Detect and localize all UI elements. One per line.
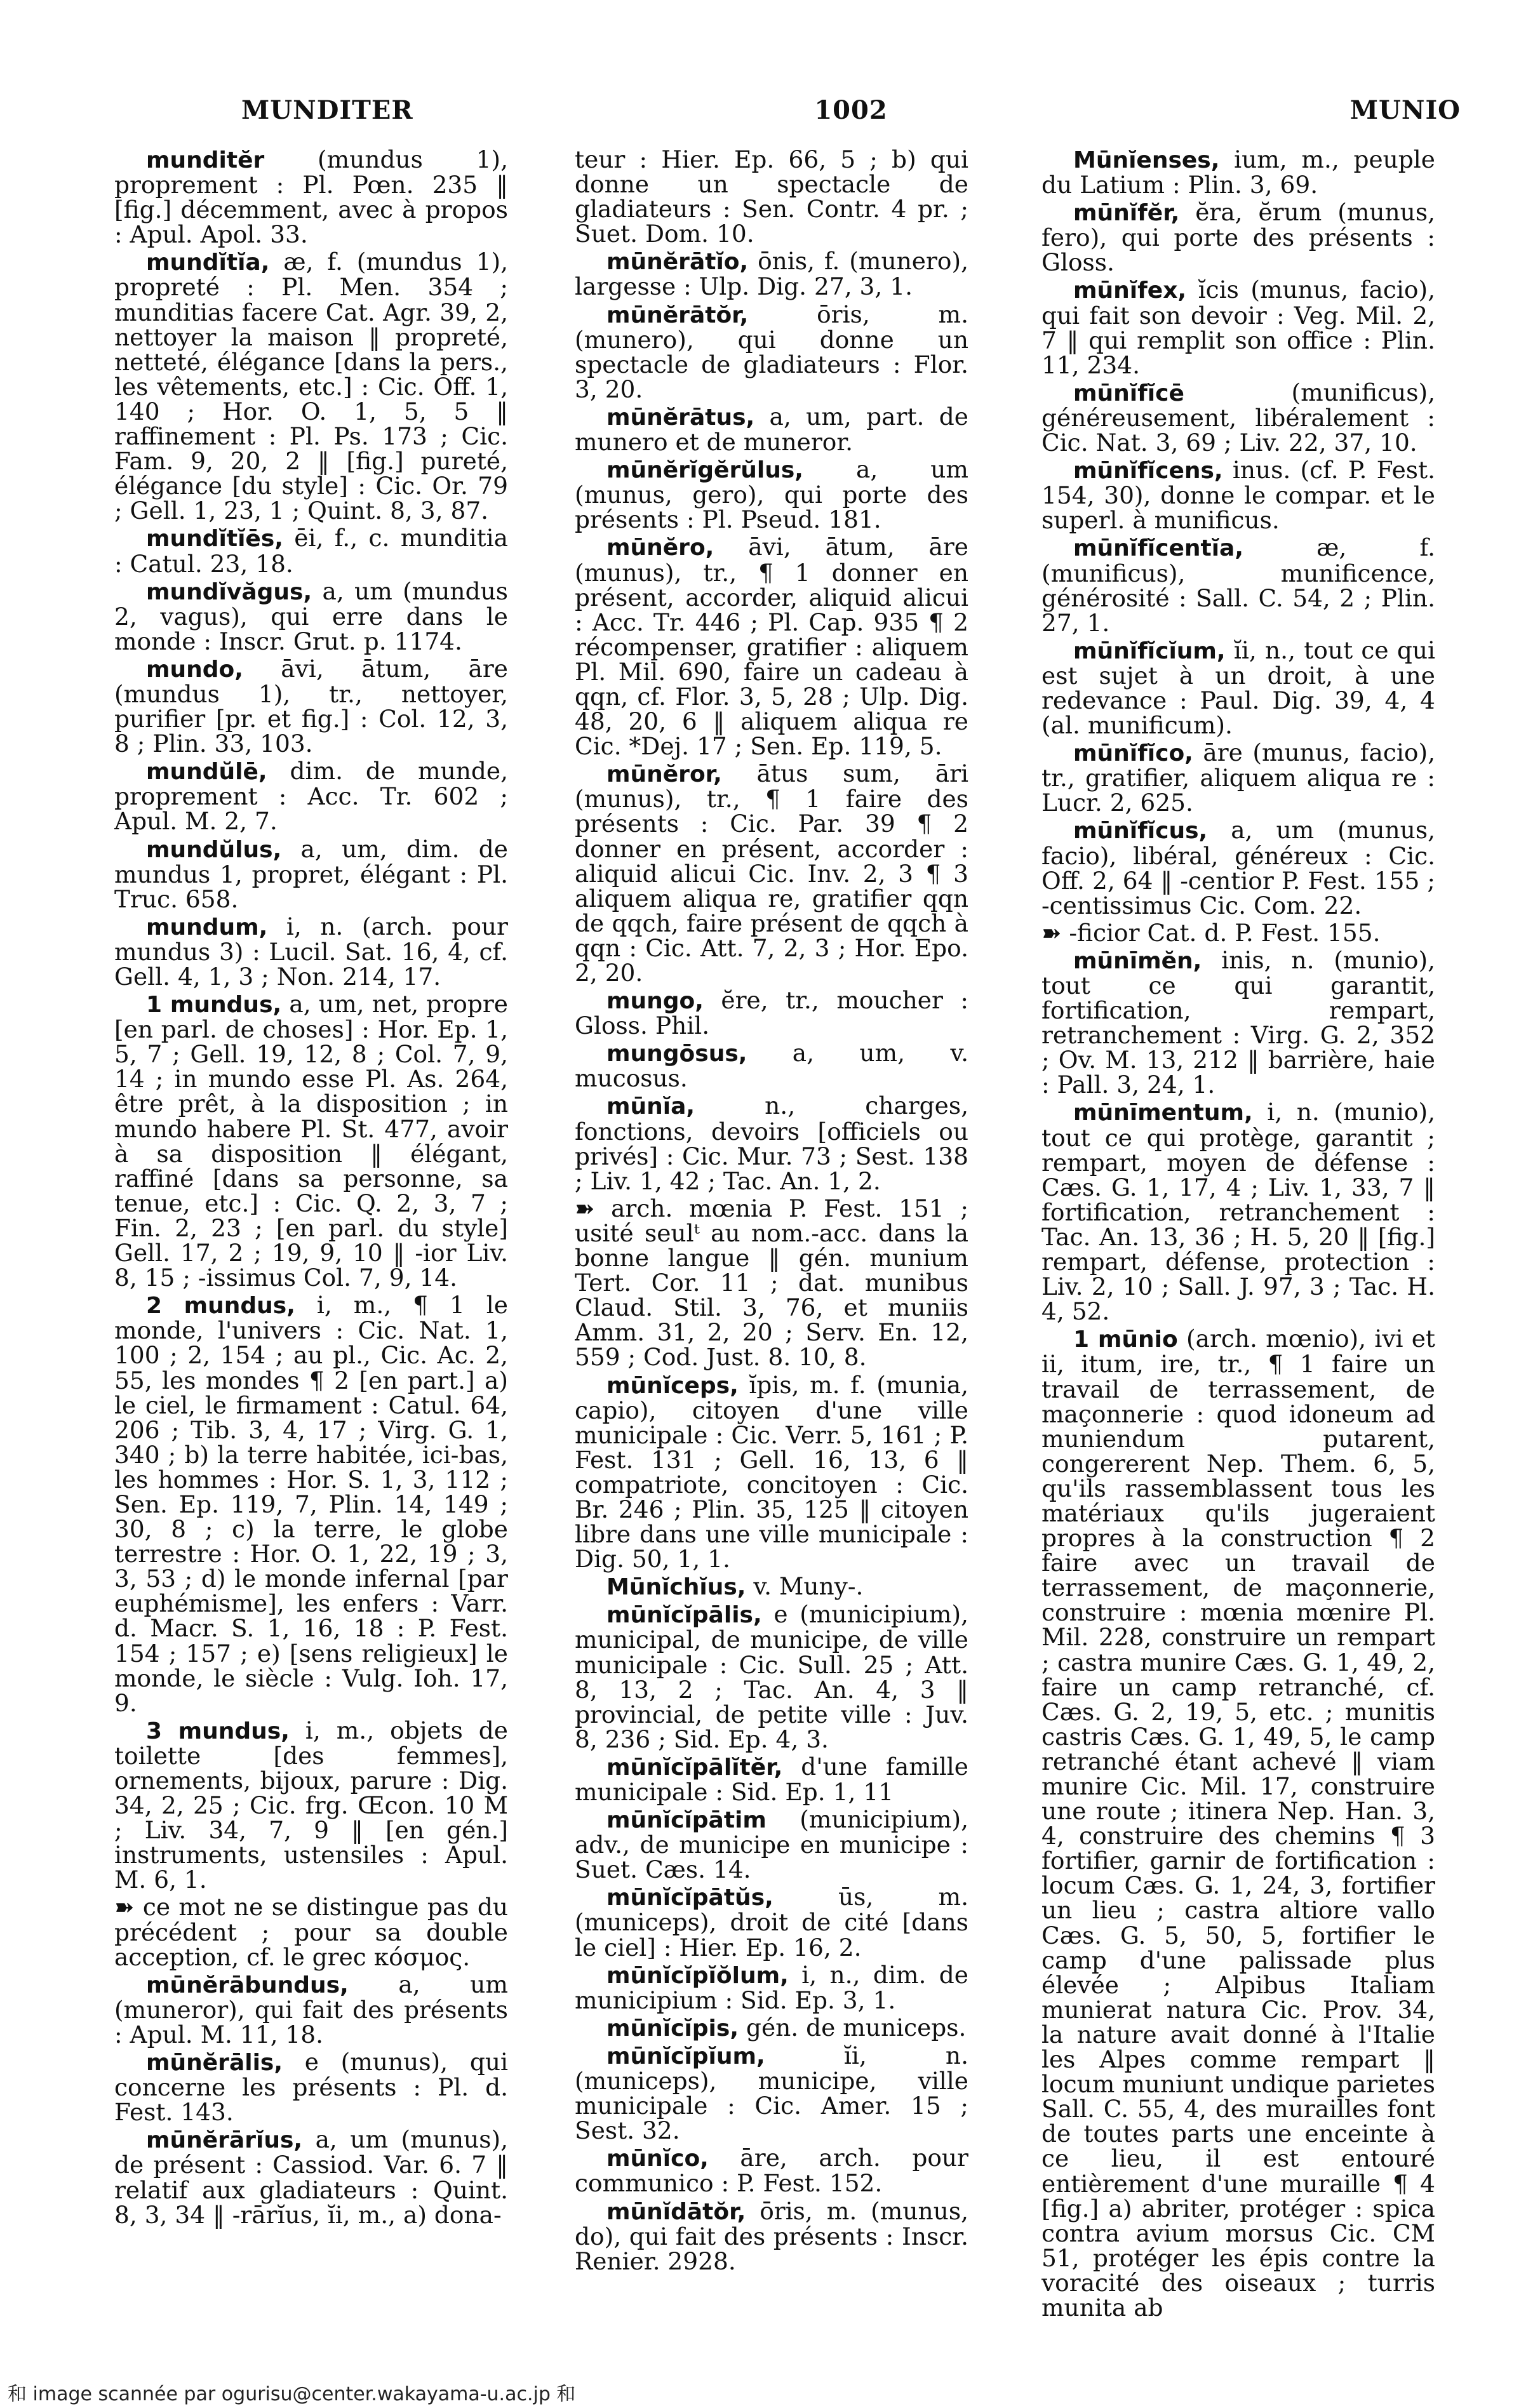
entry-headword: mūnĭfĭcens, xyxy=(1073,458,1223,485)
entry-headword: mūnĭcĭpĭŏlum, xyxy=(606,1962,789,1989)
entry-headword: mūnĕrĭgĕrŭlus, xyxy=(606,457,803,484)
entry-definition: (mundus 1), proprement : Pl. Pœn. 235 ‖ [fig.] décemment, avec à propos : Apul. Apol. 33. xyxy=(114,147,508,249)
dictionary-entry xyxy=(114,526,508,576)
entry-headword: mūnĕrātĭo, xyxy=(606,249,749,276)
entry-definition: i, m., objets de toilette [des femmes], ornements, bijoux, parure : Dig. 34, 2, 25 ; Cic. frg. Œcon. 10 M ; Liv. 34, 7, 9 ‖ [en gén.] instruments, ustensiles : Apul. M. 6, 1. xyxy=(114,1716,508,1894)
entry-headword: munditĕr xyxy=(146,147,265,173)
entry-definition: ōnis, f. (munero), largesse : Ulp. Dig. 27, 3, 1. xyxy=(575,247,968,301)
dictionary-entry xyxy=(114,147,508,247)
entry-definition: ūs, m. (municeps), droit de cité [dans le ciel] : Hier. Ep. 16, 2. xyxy=(575,1883,968,1962)
column-3 xyxy=(1041,147,1435,2351)
entry-headword: mūnĭco, xyxy=(606,2146,709,2172)
entry-headword: mūnĭfĭcĭum, xyxy=(1073,638,1226,664)
dictionary-entry xyxy=(575,404,968,455)
entry-definition: āvi, ātum, āre (munus), tr., ¶ 1 donner en présent, accorder, aliquid alicui : Acc. Tr. 446 ; Pl. Cap. 935 ¶ 2 récompenser, gratifier : aliquem Pl. Mil. 690, faire un cadeau à qqn, cf. Flor. 3, 5, 28 ; Ulp. Dig. 48, 20, 6 ‖ aliquem aliqua re Cic. *Dej. 17 ; Sen. Ep. 119, 5. xyxy=(575,533,968,761)
entry-definition: (munificus), généreusement, libéralement : Cic. Nat. 3, 69 ; Liv. 22, 37, 10. xyxy=(1041,378,1435,457)
entry-definition: ĭpis, m. f. (munia, capio), citoyen d'une ville municipale : Cic. Verr. 5, 161 ; P. Fest. 131 ; Gell. 16, 13, 6 ‖ compatriote, concitoyen : Cic. Br. 246 ; Plin. 35, 125 ‖ citoyen libre dans une ville municipale : Dig. 50, 1, 1. xyxy=(575,1370,968,1574)
dictionary-entry xyxy=(1041,638,1435,738)
dictionary-entry xyxy=(575,1960,968,2014)
entry-definition: e (municipium), municipal, de municipe, de ville municipale : Cic. Sull. 25 ; Att. 8, 13, 2 ; Tac. An. 4, 3 ‖ provincial, de petite ville : Juv. 8, 236 ; Sid. Ep. 4, 3. xyxy=(575,1600,968,1753)
column-2 xyxy=(575,147,968,2351)
dictionary-entry xyxy=(575,1807,968,1882)
dictionary-entry xyxy=(1041,918,1435,947)
entry-definition: ium, m., peuple du Latium : Plin. 3, 69. xyxy=(1041,147,1435,199)
dictionary-entry xyxy=(114,250,508,523)
entry-headword: 1 mundus, xyxy=(146,992,282,1019)
dictionary-entry xyxy=(575,1196,968,1370)
dictionary-entry xyxy=(114,834,508,913)
entry-definition: ōris, m. (munero), qui donne un spectacle de gladiateurs : Flor. 3, 20. xyxy=(575,300,968,403)
entry-headword: mūnĭfĭcentĭa, xyxy=(1073,535,1244,562)
entry-headword: mundum, xyxy=(146,914,268,940)
entry-headword: mundĭtĭa, xyxy=(146,250,270,276)
dictionary-entry xyxy=(114,1718,508,1893)
column-1 xyxy=(114,147,508,2351)
entry-headword: mūnĕrārĭus, xyxy=(146,2127,303,2154)
dictionary-entry xyxy=(114,2050,508,2125)
entry-definition: ōris, m. (munus, do), qui fait des présents : Inscr. Renier. 2928. xyxy=(575,2196,968,2275)
dictionary-entry xyxy=(575,1885,968,1960)
dictionary-entry xyxy=(575,1370,968,1574)
entry-headword: mundŭlē, xyxy=(146,759,267,785)
dictionary-entry xyxy=(1041,1100,1435,1324)
entry-definition: āvi, ātum, āre (mundus 1), tr., nettoyer, purifier [pr. et fig.] : Col. 12, 3, 8 ; Plin. 33, 103. xyxy=(114,654,508,758)
entry-headword: mūnĭa, xyxy=(606,1093,695,1120)
entry-definition: i, n. (arch. pour mundus 3) : Lucil. Sat. 16, 4, cf. Gell. 4, 1, 3 ; Non. 214, 17. xyxy=(114,912,508,991)
entry-headword: mundĭvăgus, xyxy=(146,578,312,605)
entry-headword: mūnĕrālis, xyxy=(146,2050,283,2076)
entry-headword: mūnĭcĭpātŭs, xyxy=(606,1885,773,1911)
entry-headword: mūnĕror, xyxy=(606,761,722,788)
entry-headword: 2 mundus, xyxy=(146,1293,295,1320)
entry-definition: i, n. (munio), tout ce qui protège, garantit ; rempart, moyen de défense : Cæs. G. 1, 17, 4 ; Liv. 1, 33, 7 ‖ fortification, retranchement : Tac. An. 13, 36 ; H. 5, 20 ‖ [fig.] rempart, défense, protection : Liv. 2, 10 ; Sall. J. 97, 3 ; Tac. H. 4, 52. xyxy=(1041,1098,1435,1326)
entry-definition: n., charges, fonctions, devoirs [officiels ou privés] : Cic. Mur. 73 ; Sest. 138 ; Liv. 1, 42 ; Tac. An. 1, 2. xyxy=(575,1092,968,1195)
entry-definition: æ, f. (mundus 1), propreté : Pl. Men. 354 ; munditias facere Cat. Agr. 39, 2, nettoyer la maison ‖ propreté, netteté, élégance [dans la pers., les vêtements, etc.] : Cic. Off. 1, 140 ; Hor. O. 1, 5, 5 ‖ raffinement : Pl. Ps. 173 ; Cic. Fam. 9, 20, 2 ‖ [fig.] pureté, élégance [du style] : Cic. Or. 79 ; Gell. 1, 23, 1 ; Quint. 8, 3, 87. xyxy=(114,248,508,525)
entry-headword: Mūnĭchĭus, xyxy=(606,1574,746,1601)
entry-definition: inus. (cf. P. Fest. 154, 30), donne le compar. et le superl. à munificus. xyxy=(1041,456,1435,535)
entry-headword: mundĭtĭēs, xyxy=(146,526,283,552)
entry-definition: ➽ -ficior Cat. d. P. Fest. 155. xyxy=(1041,918,1381,947)
dictionary-entry xyxy=(114,1293,508,1716)
entry-definition: d'une famille municipale : Sid. Ep. 1, 11 xyxy=(575,1752,968,1806)
dictionary-entry xyxy=(575,1574,968,1600)
dictionary-entry xyxy=(114,579,508,654)
entry-headword: mundo, xyxy=(146,656,243,683)
dictionary-entry xyxy=(114,914,508,989)
dictionary-entry xyxy=(1041,740,1435,815)
dictionary-entry xyxy=(114,1972,508,2047)
entry-headword: mūnĭfĭco, xyxy=(1073,740,1193,767)
entry-headword: mūnĭcĭpĭum, xyxy=(606,2043,765,2069)
entry-headword: mūnĕrātŏr, xyxy=(606,302,749,328)
entry-headword: mūnĭfĭcus, xyxy=(1073,818,1208,845)
entry-definition: teur : Hier. Ep. 66, 5 ; b) qui donne un spectacle de gladiateurs : Sen. Contr. 4 pr. ; Suet. Dom. 10. xyxy=(575,147,968,248)
entry-headword: mūnīmentum, xyxy=(1073,1100,1253,1126)
entry-definition: e (munus), qui concerne les présents : Pl. d. Fest. 143. xyxy=(114,2048,508,2127)
dictionary-entry xyxy=(575,457,968,532)
entry-definition: āre, arch. pour communico : P. Fest. 152. xyxy=(575,2144,968,2198)
dictionary-entry xyxy=(114,1895,508,1969)
dictionary-entry xyxy=(575,2146,968,2196)
running-head-right: MUNIO xyxy=(1349,95,1461,125)
dictionary-entry xyxy=(575,1602,968,1752)
entry-definition: a, um (munus, facio), libéral, généreux : Cic. Off. 2, 64 ‖ -centior P. Fest. 155 ; -centissimus Cic. Com. 22. xyxy=(1041,816,1435,919)
page-number: 1002 xyxy=(814,95,888,125)
dictionary-entry xyxy=(1041,1327,1435,2320)
entry-definition: i, m., ¶ 1 le monde, l'univers : Cic. Nat. 1, 100 ; 2, 154 ; au pl., Cic. Ac. 2, 55, les mondes ¶ 2 [en part.] a) le ciel, le firmament : Catul. 64, 206 ; Tib. 3, 4, 17 ; Virg. G. 1, 340 ; b) la terre habitée, ici-bas, les hommes : Hor. S. 1, 3, 112 ; Sen. Ep. 119, 7, Plin. 14, 149 ; 30, 8 ; c) la terre, le globe terrestre : Hor. O. 1, 22, 19 ; 3, 3, 53 ; d) le monde infernal [par euphémisme], les enfers : Varr. d. Macr. S. 1, 16, 18 : P. Fest. 154 ; 157 ; e) [sens religieux] le monde, le siècle : Vulg. Ioh. 17, 9. xyxy=(114,1291,508,1717)
entry-definition: a, um (munus), de présent : Cassiod. Var. 6. 7 ‖ relatif aux gladiateurs : Quint. 8, 3, 34 ‖ -rārĭus, ĭi, m., a) dona- xyxy=(114,2125,508,2229)
entry-definition: a, um, net, propre [en parl. de choses] : Hor. Ep. 1, 5, 7 ; Gell. 19, 12, 8 ; Col. 7, 9, 14 ; in mundo esse Pl. As. 264, être prêt, à la disposition ; in mundo habere Pl. St. 477, avoir à sa disposition ‖ élégant, raffiné [dans sa personne, sa tenue, etc.] : Cic. Q. 2, 3, 7 ; Fin. 2, 23 ; [en parl. du style] Gell. 17, 2 ; 19, 9, 10 ‖ -ior Liv. 8, 15 ; -issimus Col. 7, 9, 14. xyxy=(114,990,508,1292)
entry-headword: mūnĭfex, xyxy=(1073,277,1187,304)
scan-credit-footer: 和 image scannée par ogurisu@center.wakayama-u.ac.jp 和 xyxy=(8,2383,576,2405)
entry-definition: a, um (munus, gero), qui porte des présents : Pl. Pseud. 181. xyxy=(575,455,968,534)
entry-definition: ĭcis (munus, facio), qui fait son devoir : Veg. Mil. 2, 7 ‖ qui remplit son office : Plin. 11, 234. xyxy=(1041,276,1435,379)
entry-definition: ēi, f., c. munditia : Catul. 23, 18. xyxy=(114,524,508,578)
entry-definition: a, um (mundus 2, vagus), qui erre dans le monde : Inscr. Grut. p. 1174. xyxy=(114,577,508,655)
entry-definition: a, um, part. de munero et de muneror. xyxy=(575,402,968,457)
dictionary-entry xyxy=(1041,380,1435,455)
entry-definition: (municipium), adv., de municipe en municipe : Suet. Cæs. 14. xyxy=(575,1805,968,1884)
running-head-left: MUNDITER xyxy=(241,95,413,125)
dictionary-entry xyxy=(114,992,508,1290)
dictionary-entry xyxy=(575,147,968,246)
entry-headword: mūnīmĕn, xyxy=(1073,947,1202,974)
dictionary-entry xyxy=(575,249,968,299)
dictionary-entry xyxy=(575,988,968,1038)
entry-headword: mūnĭceps, xyxy=(606,1372,739,1399)
entry-headword: mūnĭfĭcē xyxy=(1073,380,1184,406)
entry-definition: ➽ ce mot ne se distingue pas du précédent ; pour sa double acception, cf. le grec κόσμος. xyxy=(114,1893,508,1971)
entry-headword: mūnĭcĭpālis, xyxy=(606,1602,762,1629)
entry-definition: a, um (muneror), qui fait des présents : Apul. M. 11, 18. xyxy=(114,1970,508,2048)
dictionary-entry xyxy=(575,302,968,402)
dictionary-entry xyxy=(114,2127,508,2227)
entry-definition: i, n., dim. de municipium : Sid. Ep. 3, 1. xyxy=(575,1960,968,2014)
entry-headword: mūnĭcĭpātim xyxy=(606,1807,767,1834)
entry-definition: ĕra, ĕrum (munus, fero), qui porte des présents : Gloss. xyxy=(1041,198,1435,277)
entry-definition: ĭi, n., tout ce qui est sujet à un droit, à une redevance : Paul. Dig. 39, 4, 4 (al. munificum). xyxy=(1041,636,1435,740)
dictionary-entry xyxy=(1041,200,1435,275)
dictionary-entry xyxy=(114,654,508,758)
dictionary-entry xyxy=(114,759,508,834)
dictionary-entry xyxy=(575,2015,968,2041)
entry-definition: (arch. mœnio), ivi et ii, itum, ire, tr., ¶ 1 faire un travail de terrassement, de maçonnerie : quod idoneum ad muniendum putarent, congererent Nep. Them. 6, 5, qu'ils rassemblassent tous les matériaux qu'ils jugeraient propres à la construction ¶ 2 faire avec un travail de terrassement, de maçonnerie, construire : mœnia mœnire Pl. Mil. 228, construire un rempart ; castra munire Cæs. G. 1, 49, 2, faire un camp retranché, cf. Cæs. G. 2, 19, 5, etc. ; munitis castris Cæs. G. 1, 49, 5, le camp retranché étant achevé ‖ viam munire Cic. Mil. 17, construire une route ; itinera Nep. Han. 3, 4, construire des chemins ¶ 3 fortifier, garnir de fortification : locum Cæs. G. 1, 24, 3, fortifier un lieu ; castra altiore vallo Cæs. G. 5, 50, 5, fortifier le camp d'une palissade plus élevée ; Alpibus Italiam munierat natura Cic. Prov. 34, la nature avait donné à l'Italie les Alpes comme rempart ‖ locum muniunt undique parietes Sall. C. 55, 4, des murailles font de toutes parts une enceinte à ce lieu, il est entouré entièrement d'une muraille ¶ 4 [fig.] a) abriter, protéger : spica contra avium morsus Cic. CM 51, protéger les épis contre la voracité des oiseaux ; turris munita ab xyxy=(1041,1325,1435,2322)
page-header xyxy=(241,95,1461,140)
entry-definition: v. Muny-. xyxy=(746,1572,864,1601)
entry-definition: inis, n. (munio), tout ce qui garantit, fortification, rempart, retranchement : Virg. G. 2, 352 ; Ov. M. 13, 212 ‖ barrière, haie : Pall. 3, 24, 1. xyxy=(1041,946,1435,1099)
entry-headword: mūnĕrābundus, xyxy=(146,1972,349,1998)
dictionary-entry xyxy=(1041,147,1435,197)
entry-definition: a, um, v. mucosus. xyxy=(575,1039,968,1093)
entry-headword: mūnĕro, xyxy=(606,535,714,561)
dictionary-entry xyxy=(575,1754,968,1805)
entry-headword: mūnĕrātus, xyxy=(606,404,755,431)
entry-definition: gén. de municeps. xyxy=(739,2013,967,2042)
entry-headword: 1 mūnio xyxy=(1073,1327,1178,1353)
entry-definition: āre (munus, facio), tr., gratifier, aliquem aliqua re : Lucr. 2, 625. xyxy=(1041,739,1435,817)
dictionary-entry xyxy=(575,1041,968,1091)
dictionary-entry xyxy=(1041,948,1435,1098)
entry-definition: ātus sum, āri (munus), tr., ¶ 1 faire des présents : Cic. Par. 39 ¶ 2 donner en présent, accorder : aliquid alicui Cic. Inv. 2, 3 ¶ 3 aliquem aliqua re, gratifier qqn de qqch, faire présent de qqch à qqn : Cic. Att. 7, 2, 3 ; Hor. Epo. 2, 20. xyxy=(575,759,968,987)
entry-headword: Mūnĭenses, xyxy=(1073,147,1220,173)
dictionary-entry xyxy=(575,535,968,759)
entry-headword: 3 mundus, xyxy=(146,1718,290,1744)
entry-headword: mūnĭfĕr, xyxy=(1073,200,1180,227)
dictionary-entry xyxy=(1041,535,1435,635)
entry-headword: mungo, xyxy=(606,988,704,1015)
entry-definition: ĕre, tr., moucher : Gloss. Phil. xyxy=(575,986,968,1040)
dictionary-entry xyxy=(1041,458,1435,533)
dictionary-entry xyxy=(575,761,968,986)
dictionary-entry xyxy=(1041,818,1435,918)
entry-headword: mungōsus, xyxy=(606,1041,747,1067)
entry-headword: mūnĭcĭpālĭtĕr, xyxy=(606,1754,783,1781)
entry-definition: ➽ arch. mœnia P. Fest. 151 ; usité seulᵗ au nom.-acc. dans la bonne langue ‖ gén. munium Tert. Cor. 11 ; dat. munibus Claud. Stil. 3, 76, et muniis Amm. 31, 2, 20 ; Serv. En. 12, 559 ; Cod. Just. 8. 10, 8. xyxy=(575,1194,968,1372)
entry-headword: mūnĭcĭpis, xyxy=(606,2015,739,2042)
dictionary-entry xyxy=(575,2196,968,2275)
dictionary-entry xyxy=(575,2043,968,2143)
entry-definition: ĭi, n. (municeps), municipe, ville municipale : Cic. Amer. 15 ; Sest. 32. xyxy=(575,2041,968,2145)
dictionary-entry xyxy=(1041,277,1435,377)
entry-headword: mundŭlus, xyxy=(146,836,282,863)
entry-definition: a, um, dim. de mundus 1, propret, élégant : Pl. Truc. 658. xyxy=(114,834,508,913)
entry-headword: mūnĭdātŏr, xyxy=(606,2198,746,2225)
entry-definition: æ, f. (munificus), munificence, générosité : Sall. C. 54, 2 ; Plin. 27, 1. xyxy=(1041,533,1435,637)
entry-definition: dim. de munde, proprement : Acc. Tr. 602 ; Apul. M. 2, 7. xyxy=(114,757,508,836)
dictionary-entry xyxy=(575,1093,968,1193)
